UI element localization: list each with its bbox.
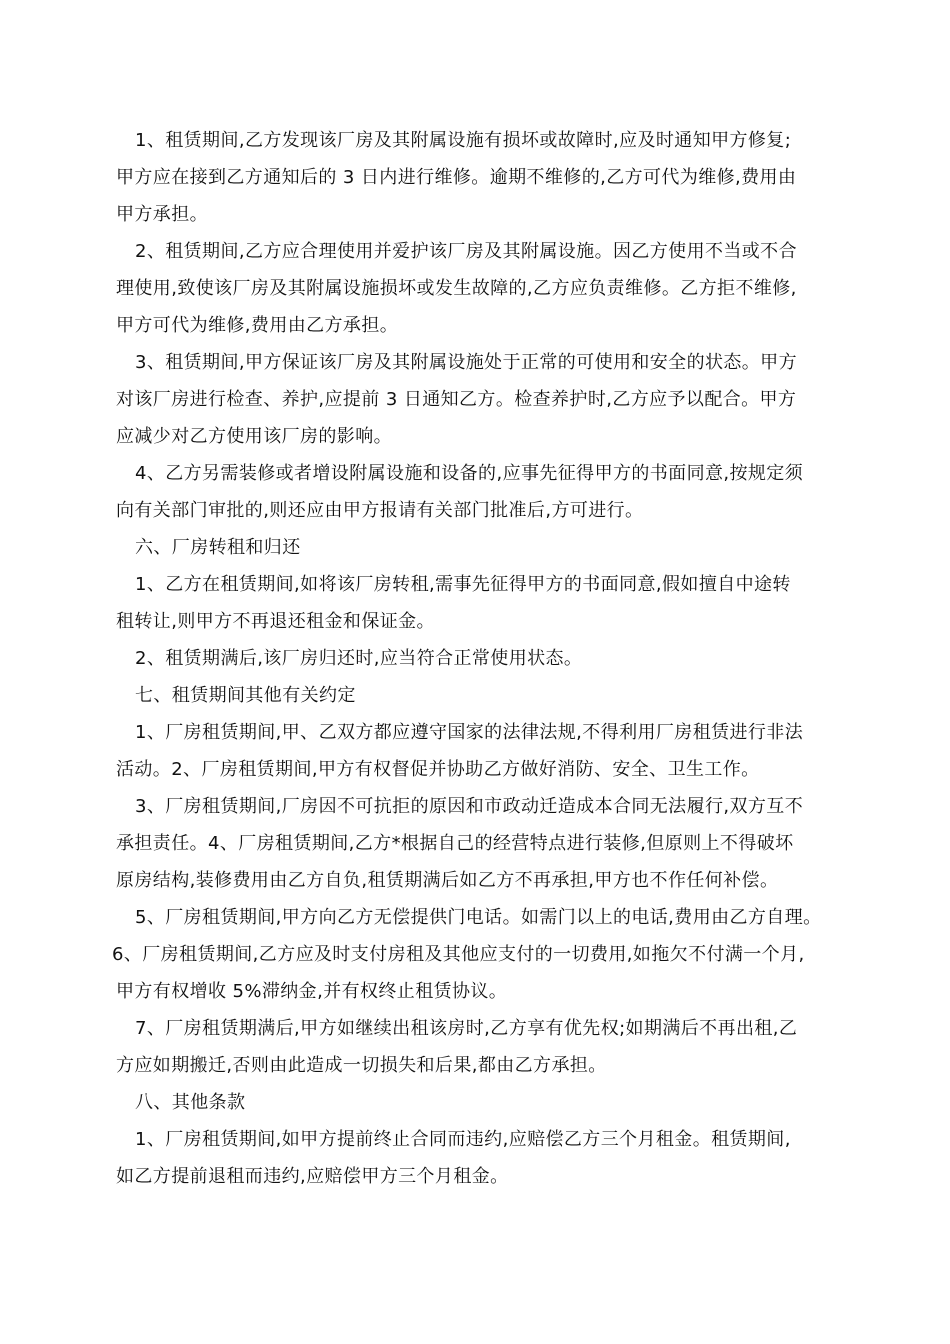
- text-line: 1、厂房租赁期间,如甲方提前终止合同而违约,应赔偿乙方三个月租金。租赁期间,: [135, 1129, 791, 1150]
- text-line: 应减少对乙方使用该厂房的影响。: [116, 426, 392, 447]
- section-heading: 六、厂房转租和归还: [135, 537, 301, 558]
- text-line: 理使用,致使该厂房及其附属设施损坏或发生故障的,乙方应负责维修。乙方拒不维修,: [116, 278, 797, 299]
- section-heading: 八、其他条款: [135, 1092, 246, 1113]
- text-line: 对该厂房进行检查、养护,应提前 3 日通知乙方。检查养护时,乙方应予以配合。甲方: [116, 389, 797, 410]
- text-line: 3、厂房租赁期间,厂房因不可抗拒的原因和市政动迁造成本合同无法履行,双方互不: [135, 796, 804, 817]
- section-heading: 七、租赁期间其他有关约定: [135, 685, 356, 706]
- text-line: 1、厂房租赁期间,甲、乙双方都应遵守国家的法律法规,不得利用厂房租赁进行非法: [135, 722, 804, 743]
- text-line: 向有关部门审批的,则还应由甲方报请有关部门批准后,方可进行。: [116, 500, 644, 521]
- text-line: 甲方承担。: [116, 204, 208, 225]
- text-line: 2、租赁期间,乙方应合理使用并爱护该厂房及其附属设施。因乙方使用不当或不合: [135, 241, 797, 262]
- text-line: 原房结构,装修费用由乙方自负,租赁期满后如乙方不再承担,甲方也不作任何补偿。: [116, 870, 779, 891]
- text-line: 3、租赁期间,甲方保证该厂房及其附属设施处于正常的可使用和安全的状态。甲方: [135, 352, 797, 373]
- document-body: [112, 122, 838, 1195]
- text-line: 甲方有权增收 5%滞纳金,并有权终止租赁协议。: [116, 981, 508, 1002]
- text-line: 6、厂房租赁期间,乙方应及时支付房租及其他应支付的一切费用,如拖欠不付满一个月,: [112, 944, 805, 965]
- text-line: 4、乙方另需装修或者增设附属设施和设备的,应事先征得甲方的书面同意,按规定须: [135, 463, 804, 484]
- text-line: 2、租赁期满后,该厂房归还时,应当符合正常使用状态。: [135, 648, 583, 669]
- text-line: 5、厂房租赁期间,甲方向乙方无偿提供门电话。如需门以上的电话,费用由乙方自理。: [135, 907, 822, 928]
- text-line: 承担责任。4、厂房租赁期间,乙方*根据自己的经营特点进行装修,但原则上不得破坏: [116, 833, 794, 854]
- text-line: 甲方可代为维修,费用由乙方承担。: [116, 315, 399, 336]
- text-line: 方应如期搬迁,否则由此造成一切损失和后果,都由乙方承担。: [116, 1055, 607, 1076]
- text-line: 租转让,则甲方不再退还租金和保证金。: [116, 611, 435, 632]
- text-line: 甲方应在接到乙方通知后的 3 日内进行维修。逾期不维修的,乙方可代为维修,费用由: [116, 167, 797, 188]
- text-line: 7、厂房租赁期满后,甲方如继续出租该房时,乙方享有优先权;如期满后不再出租,乙: [135, 1018, 798, 1039]
- text-line: 1、乙方在租赁期间,如将该厂房转租,需事先征得甲方的书面同意,假如擅自中途转: [135, 574, 791, 595]
- text-line: 1、租赁期间,乙方发现该厂房及其附属设施有损坏或故障时,应及时通知甲方修复;: [135, 130, 792, 151]
- text-line: 活动。2、厂房租赁期间,甲方有权督促并协助乙方做好消防、安全、卫生工作。: [116, 759, 760, 780]
- text-line: 如乙方提前退租而违约,应赔偿甲方三个月租金。: [116, 1166, 509, 1187]
